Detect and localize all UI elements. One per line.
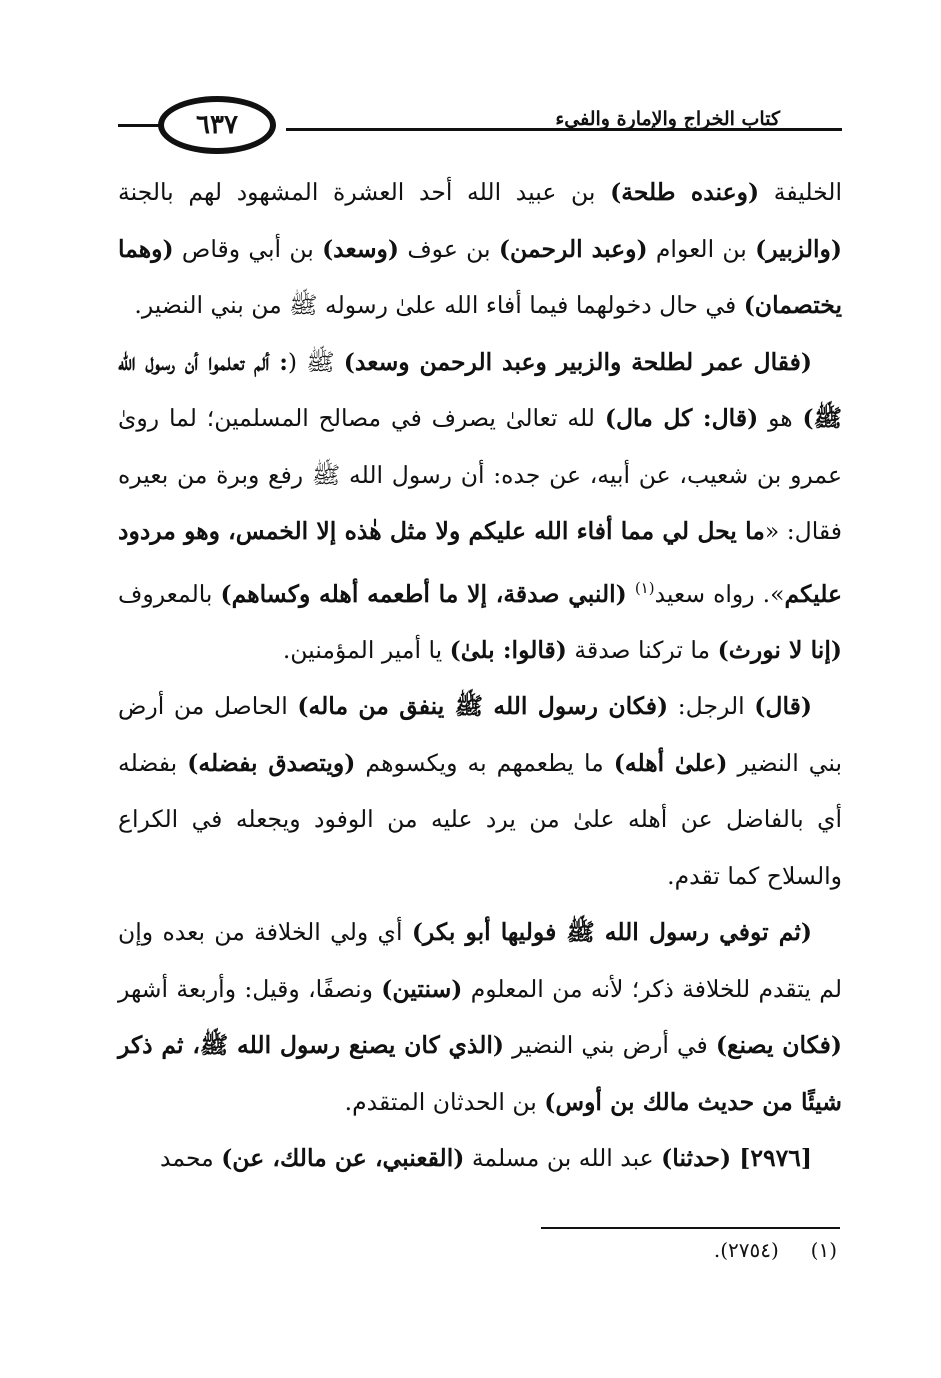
bold-matn: (سنتين) bbox=[381, 974, 463, 1003]
footnote-separator bbox=[541, 1227, 840, 1229]
bold-matn: (إنا لا نورث) bbox=[717, 635, 842, 664]
bold-matn: (النبي صدقة، إلا ما أطعمه أهله وكساهم) bbox=[220, 579, 627, 608]
commentary-text: في أرض بني النضير bbox=[504, 1031, 716, 1060]
bold-matn: (ويتصدق بفضله) bbox=[187, 748, 356, 777]
commentary-text: أي ولي الخلافة من بعده وإن لم يتقدم للخلافة ذكر؛ لأنه من المعلوم bbox=[118, 918, 842, 1003]
commentary-text: بن الحدثان المتقدم. bbox=[344, 1087, 545, 1116]
running-title: كتاب الخراج والإمارة والفيء bbox=[555, 108, 780, 130]
bold-matn: (قال: كل مال) bbox=[604, 404, 759, 432]
commentary-text: الرجل: bbox=[668, 692, 755, 721]
commentary-text: ما تركنا صدقة bbox=[566, 635, 718, 664]
page-number: ٦٣٧ bbox=[158, 96, 276, 154]
bold-matn: (وسعد) bbox=[322, 234, 400, 263]
commentary-text: بفضله أي بالفاضل عن أهله علىٰ من يرد عليه من الوفود ويجعله في الكراع والسلاح كما تقدم. bbox=[118, 748, 842, 890]
commentary-text: يا أمير المؤمنين. bbox=[282, 635, 450, 664]
footnote bbox=[714, 1238, 837, 1262]
bold-matn: (فقال عمر لطلحة والزبير وعبد الرحمن وسعد) bbox=[343, 347, 812, 376]
commentary-text: الحاصل من أرض بني النضير bbox=[118, 692, 842, 777]
paragraph bbox=[118, 164, 842, 334]
paragraph bbox=[118, 334, 842, 679]
bold-matn: (القعنبي، عن مالك، عن) bbox=[221, 1144, 465, 1173]
commentary-text: بن عبيد الله أحد العشرة المشهود لهم بالجنة bbox=[118, 178, 611, 206]
commentary-text: الخليفة bbox=[759, 178, 842, 206]
commentary-text: بن العوام bbox=[647, 234, 756, 263]
commentary-text: بن عوف bbox=[399, 234, 499, 263]
commentary-text: بالمعروف bbox=[118, 579, 221, 608]
header-rule-left bbox=[118, 124, 160, 127]
commentary-text: ﷺ ( bbox=[287, 347, 344, 376]
bold-matn: (فكان رسول الله ﷺ ينفق من ماله) bbox=[297, 692, 669, 721]
bold-matn: (وهما يختصمان) bbox=[118, 234, 842, 319]
footnote-marker: (١) bbox=[810, 1238, 837, 1262]
bold-matn: (والزبير) bbox=[755, 234, 842, 263]
bold-matn: ما يحل لي مما أفاء الله عليكم ولا مثل هٰذه إلا الخمس، وهو مردود عليكم bbox=[118, 517, 843, 608]
paragraph bbox=[118, 1130, 842, 1187]
commentary-text: لله تعالىٰ يصرف في مصالح المسلمين؛ لما روىٰ عمرو بن شعيب، عن أبيه، عن جده: أن رسول الله ﷺ رفع وبرة من بعيره فقال: « bbox=[118, 404, 843, 545]
commentary-text: ما يطعمهم به ويكسوهم bbox=[355, 748, 614, 777]
commentary-text: ». رواه سعيد bbox=[654, 579, 785, 608]
commentary-text: محمد bbox=[160, 1144, 222, 1173]
page-header bbox=[118, 96, 842, 158]
bold-matn: (وعنده طلحة) bbox=[610, 178, 760, 206]
bold-matn: (علىٰ أهله) bbox=[613, 748, 728, 777]
commentary-text: هو bbox=[758, 404, 803, 432]
bold-matn: : ألم تعلموا أن رسول الله ﷺ) bbox=[118, 347, 842, 432]
paragraph bbox=[118, 678, 842, 904]
bold-matn: [٢٩٧٦] (حدثنا) bbox=[661, 1144, 812, 1173]
paragraph bbox=[118, 904, 842, 1130]
bold-matn: (قال) bbox=[754, 692, 812, 721]
bold-matn: (الذي كان يصنع رسول الله ﷺ، ثم ذكر شيئًا من حديث مالك بن أوس) bbox=[118, 1031, 842, 1116]
bold-matn: (قالوا: بلىٰ) bbox=[449, 635, 567, 664]
commentary-text: ونصفًا، وقيل: وأربعة أشهر bbox=[118, 974, 382, 1003]
footnote-text: (٢٧٥٤). bbox=[713, 1238, 779, 1262]
bold-matn: (ثم توفي رسول الله ﷺ فوليها أبو بكر) bbox=[411, 918, 812, 947]
commentary-text: بن أبي وقاص bbox=[173, 234, 323, 263]
commentary-text bbox=[627, 579, 635, 607]
commentary-text: في حال دخولهما فيما أفاء الله علىٰ رسوله ﷺ من بني النضير. bbox=[134, 291, 744, 319]
main-text bbox=[118, 164, 842, 1187]
bold-matn: (وعبد الرحمن) bbox=[498, 234, 648, 263]
footnote-ref: (١) bbox=[634, 578, 655, 597]
bold-matn: (فكان يصنع) bbox=[715, 1031, 842, 1060]
commentary-text: عبد الله بن مسلمة bbox=[464, 1144, 662, 1173]
